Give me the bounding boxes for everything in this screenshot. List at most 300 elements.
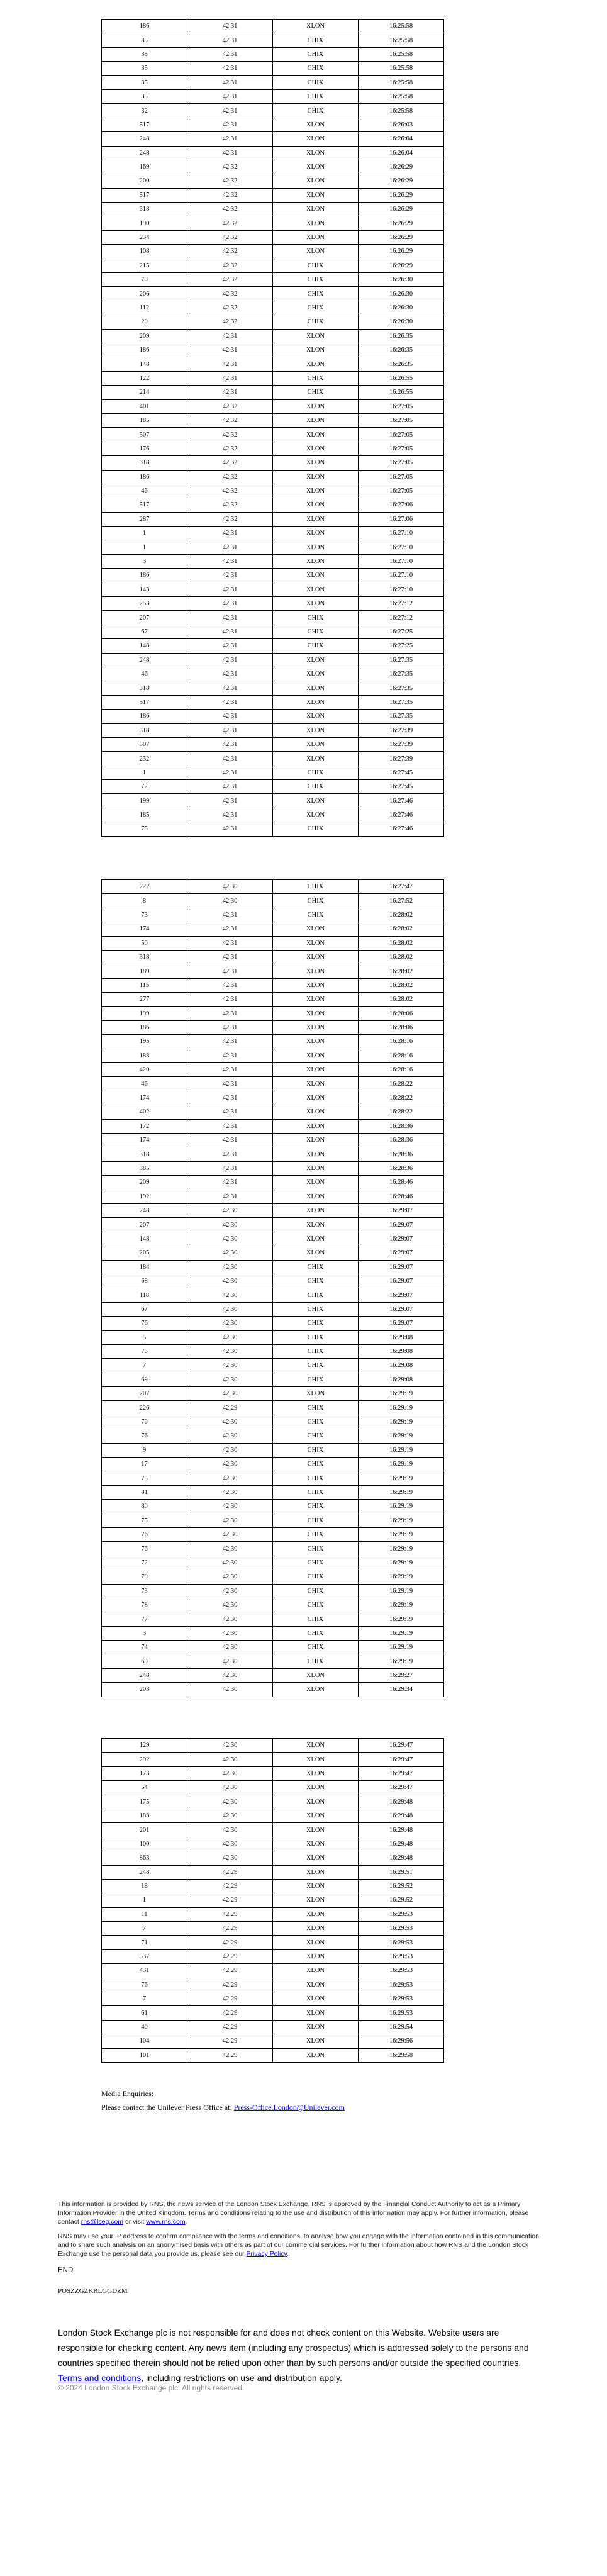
- price-cell: 42.31: [187, 950, 273, 964]
- lse-notice-text: , including restrictions on use and distribution apply.: [141, 2373, 342, 2383]
- time-cell: 16:29:53: [359, 1936, 444, 1949]
- rns-website-link[interactable]: www.rns.com: [146, 2218, 186, 2226]
- venue-cell: CHIX: [273, 1344, 359, 1358]
- price-cell: 42.31: [187, 386, 273, 399]
- price-cell: 42.30: [187, 1612, 273, 1626]
- table-row: [102, 922, 444, 936]
- price-cell: 42.32: [187, 456, 273, 470]
- venue-cell: XLON: [273, 1865, 359, 1879]
- table-row: [102, 880, 444, 894]
- venue-cell: CHIX: [273, 1288, 359, 1302]
- table-row: [102, 723, 444, 737]
- price-cell: 42.31: [187, 1134, 273, 1147]
- time-cell: 16:29:08: [359, 1359, 444, 1373]
- price-cell: 42.31: [187, 146, 273, 160]
- table-row: [102, 2034, 444, 2048]
- press-office-email-link[interactable]: Press-Office.London@Unilever.com: [233, 2103, 345, 2112]
- volume-cell: 148: [102, 639, 187, 653]
- price-cell: 42.31: [187, 89, 273, 103]
- table-row: [102, 1218, 444, 1232]
- venue-cell: CHIX: [273, 1260, 359, 1274]
- table-row: [102, 245, 444, 259]
- table-row: [102, 1907, 444, 1921]
- time-cell: 16:28:02: [359, 922, 444, 936]
- price-cell: 42.31: [187, 978, 273, 992]
- volume-cell: 148: [102, 1232, 187, 1246]
- volume-cell: 248: [102, 132, 187, 146]
- table-row: [102, 1134, 444, 1147]
- price-cell: 42.30: [187, 1429, 273, 1443]
- time-cell: 16:29:51: [359, 1865, 444, 1879]
- venue-cell: CHIX: [273, 1598, 359, 1612]
- volume-cell: 507: [102, 737, 187, 751]
- table-row: [102, 1668, 444, 1682]
- volume-cell: 70: [102, 1415, 187, 1429]
- price-cell: 42.31: [187, 993, 273, 1006]
- volume-cell: 8: [102, 894, 187, 908]
- time-cell: 16:26:04: [359, 132, 444, 146]
- time-cell: 16:28:02: [359, 964, 444, 978]
- table-row: [102, 33, 444, 47]
- volume-cell: 232: [102, 752, 187, 766]
- time-cell: 16:29:48: [359, 1809, 444, 1822]
- table-row: [102, 1781, 444, 1795]
- table-row: [102, 936, 444, 950]
- table-row: [102, 1527, 444, 1541]
- table-row: [102, 1641, 444, 1654]
- table-row: [102, 20, 444, 33]
- time-cell: 16:26:29: [359, 160, 444, 174]
- time-cell: 16:27:10: [359, 527, 444, 540]
- time-cell: 16:29:19: [359, 1527, 444, 1541]
- volume-cell: 78: [102, 1598, 187, 1612]
- venue-cell: CHIX: [273, 1612, 359, 1626]
- price-cell: 42.31: [187, 132, 273, 146]
- time-cell: 16:29:47: [359, 1753, 444, 1766]
- time-cell: 16:29:52: [359, 1879, 444, 1893]
- table-row: [102, 1049, 444, 1062]
- venue-cell: CHIX: [273, 259, 359, 272]
- venue-cell: XLON: [273, 1147, 359, 1161]
- price-cell: 42.30: [187, 1485, 273, 1499]
- volume-cell: 209: [102, 329, 187, 343]
- time-cell: 16:27:39: [359, 723, 444, 737]
- price-cell: 42.29: [187, 1936, 273, 1949]
- volume-cell: 248: [102, 1668, 187, 1682]
- volume-cell: 67: [102, 1302, 187, 1316]
- volume-cell: 77: [102, 1612, 187, 1626]
- price-cell: 42.31: [187, 737, 273, 751]
- venue-cell: XLON: [273, 1387, 359, 1401]
- privacy-paragraph: [58, 2232, 542, 2258]
- venue-cell: XLON: [273, 2048, 359, 2062]
- time-cell: 16:29:19: [359, 1556, 444, 1570]
- price-cell: 42.31: [187, 794, 273, 808]
- volume-cell: 69: [102, 1654, 187, 1668]
- venue-cell: CHIX: [273, 301, 359, 315]
- venue-cell: XLON: [273, 1739, 359, 1753]
- price-cell: 42.30: [187, 1626, 273, 1640]
- lse-responsibility-notice: [58, 2325, 542, 2385]
- venue-cell: XLON: [273, 950, 359, 964]
- time-cell: 16:27:25: [359, 625, 444, 638]
- table-row: [102, 1161, 444, 1175]
- volume-cell: 248: [102, 1865, 187, 1879]
- time-cell: 16:27:06: [359, 498, 444, 512]
- volume-cell: 46: [102, 484, 187, 498]
- table-row: [102, 1936, 444, 1949]
- venue-cell: XLON: [273, 1936, 359, 1949]
- price-cell: 42.31: [187, 118, 273, 131]
- venue-cell: CHIX: [273, 1500, 359, 1514]
- time-cell: 16:26:35: [359, 329, 444, 343]
- table-row: [102, 554, 444, 568]
- venue-cell: XLON: [273, 2020, 359, 2034]
- table-row: [102, 1260, 444, 1274]
- price-cell: 42.29: [187, 1865, 273, 1879]
- time-cell: 16:28:02: [359, 950, 444, 964]
- time-cell: 16:29:53: [359, 1978, 444, 1992]
- price-cell: 42.29: [187, 1907, 273, 1921]
- price-cell: 42.31: [187, 33, 273, 47]
- price-cell: 42.31: [187, 710, 273, 723]
- terms-and-conditions-link[interactable]: Terms and conditions: [58, 2373, 142, 2383]
- venue-cell: XLON: [273, 1049, 359, 1062]
- volume-cell: 3: [102, 554, 187, 568]
- price-cell: 42.31: [187, 1105, 273, 1119]
- venue-cell: XLON: [273, 978, 359, 992]
- price-cell: 42.29: [187, 1893, 273, 1907]
- venue-cell: CHIX: [273, 386, 359, 399]
- table-row: [102, 62, 444, 75]
- table-row: [102, 1795, 444, 1809]
- table-row: [102, 894, 444, 908]
- price-cell: 42.31: [187, 1190, 273, 1203]
- time-cell: 16:29:19: [359, 1626, 444, 1640]
- venue-cell: CHIX: [273, 880, 359, 894]
- venue-cell: XLON: [273, 1781, 359, 1795]
- volume-cell: 199: [102, 794, 187, 808]
- volume-cell: 67: [102, 625, 187, 638]
- table-row: [102, 752, 444, 766]
- table-row: [102, 950, 444, 964]
- table-row: [102, 611, 444, 625]
- volume-cell: 1: [102, 766, 187, 779]
- time-cell: 16:27:10: [359, 540, 444, 554]
- volume-cell: 72: [102, 1556, 187, 1570]
- table-row: [102, 512, 444, 526]
- price-cell: 42.29: [187, 2034, 273, 2048]
- time-cell: 16:29:19: [359, 1584, 444, 1598]
- venue-cell: CHIX: [273, 47, 359, 61]
- volume-cell: 207: [102, 611, 187, 625]
- volume-cell: 108: [102, 245, 187, 259]
- table-row: [102, 1851, 444, 1865]
- table-row: [102, 1978, 444, 1992]
- time-cell: 16:28:02: [359, 908, 444, 922]
- table-row: [102, 1766, 444, 1780]
- time-cell: 16:26:30: [359, 301, 444, 315]
- venue-cell: CHIX: [273, 908, 359, 922]
- volume-cell: 385: [102, 1161, 187, 1175]
- price-cell: 42.30: [187, 1668, 273, 1682]
- reference-code: POSZZGZKRLGGDZM: [58, 2287, 128, 2295]
- price-cell: 42.31: [187, 357, 273, 371]
- venue-cell: XLON: [273, 1176, 359, 1190]
- table-row: [102, 2020, 444, 2034]
- time-cell: 16:27:06: [359, 512, 444, 526]
- volume-cell: 186: [102, 470, 187, 484]
- time-cell: 16:27:35: [359, 653, 444, 667]
- price-cell: 42.31: [187, 569, 273, 583]
- table-row: [102, 794, 444, 808]
- venue-cell: CHIX: [273, 822, 359, 836]
- time-cell: 16:26:30: [359, 287, 444, 301]
- price-cell: 42.31: [187, 1077, 273, 1091]
- venue-cell: XLON: [273, 470, 359, 484]
- venue-cell: XLON: [273, 554, 359, 568]
- venue-cell: CHIX: [273, 273, 359, 287]
- time-cell: 16:26:03: [359, 118, 444, 131]
- volume-cell: 183: [102, 1809, 187, 1822]
- price-cell: 42.30: [187, 1387, 273, 1401]
- price-cell: 42.30: [187, 1471, 273, 1485]
- volume-cell: 80: [102, 1500, 187, 1514]
- time-cell: 16:29:07: [359, 1260, 444, 1274]
- table-row: [102, 1570, 444, 1584]
- volume-cell: 192: [102, 1190, 187, 1203]
- venue-cell: XLON: [273, 1119, 359, 1133]
- table-row: [102, 1556, 444, 1570]
- table-row: [102, 540, 444, 554]
- time-cell: 16:29:19: [359, 1415, 444, 1429]
- volume-cell: 201: [102, 1823, 187, 1837]
- price-cell: 42.31: [187, 527, 273, 540]
- price-cell: 42.32: [187, 399, 273, 413]
- volume-cell: 318: [102, 1147, 187, 1161]
- privacy-text: RNS may use your IP address to confirm compliance with the terms and conditions, to analyse how you engage with the information contained in this communication, and to share such analysis on an anonymised basis with others as part of our commercial services. For further information about how RNS and the London Stock Exchange use the personal data you provide us, please see our: [58, 2233, 541, 2258]
- table-row: [102, 1949, 444, 1963]
- table-row: [102, 1190, 444, 1203]
- volume-cell: 173: [102, 1766, 187, 1780]
- volume-cell: 68: [102, 1274, 187, 1288]
- volume-cell: 199: [102, 1006, 187, 1020]
- time-cell: 16:29:19: [359, 1471, 444, 1485]
- price-cell: 42.31: [187, 780, 273, 794]
- time-cell: 16:28:02: [359, 993, 444, 1006]
- price-cell: 42.29: [187, 1964, 273, 1978]
- time-cell: 16:29:07: [359, 1203, 444, 1217]
- price-cell: 42.31: [187, 653, 273, 667]
- time-cell: 16:29:47: [359, 1781, 444, 1795]
- price-cell: 42.30: [187, 1232, 273, 1246]
- venue-cell: CHIX: [273, 1429, 359, 1443]
- copyright-notice: © 2024 London Stock Exchange plc. All rights reserved.: [58, 2384, 245, 2392]
- time-cell: 16:26:55: [359, 386, 444, 399]
- table-row: [102, 1373, 444, 1386]
- price-cell: 42.31: [187, 1035, 273, 1049]
- price-cell: 42.31: [187, 611, 273, 625]
- price-cell: 42.30: [187, 1781, 273, 1795]
- table-row: [102, 625, 444, 638]
- table-row: [102, 808, 444, 822]
- table-row: [102, 964, 444, 978]
- privacy-policy-link[interactable]: Privacy Policy: [246, 2250, 287, 2258]
- time-cell: 16:26:55: [359, 371, 444, 385]
- volume-cell: 174: [102, 1091, 187, 1105]
- volume-cell: 203: [102, 1683, 187, 1697]
- venue-cell: XLON: [273, 174, 359, 188]
- time-cell: 16:25:58: [359, 62, 444, 75]
- volume-cell: 69: [102, 1373, 187, 1386]
- volume-cell: 205: [102, 1246, 187, 1260]
- volume-cell: 35: [102, 47, 187, 61]
- table-row: [102, 639, 444, 653]
- volume-cell: 401: [102, 399, 187, 413]
- venue-cell: XLON: [273, 1105, 359, 1119]
- price-cell: 42.31: [187, 625, 273, 638]
- volume-cell: 75: [102, 1344, 187, 1358]
- rns-disclaimer-text: .: [185, 2218, 187, 2226]
- time-cell: 16:27:05: [359, 399, 444, 413]
- price-cell: 42.31: [187, 343, 273, 357]
- volume-cell: 183: [102, 1049, 187, 1062]
- venue-cell: XLON: [273, 1190, 359, 1203]
- price-cell: 42.31: [187, 583, 273, 596]
- volume-cell: 174: [102, 1134, 187, 1147]
- transactions-table-2: [101, 879, 444, 1697]
- price-cell: 42.30: [187, 1359, 273, 1373]
- price-cell: 42.31: [187, 540, 273, 554]
- time-cell: 16:29:08: [359, 1330, 444, 1344]
- volume-cell: 318: [102, 723, 187, 737]
- venue-cell: XLON: [273, 1809, 359, 1822]
- volume-cell: 46: [102, 1077, 187, 1091]
- table-row: [102, 188, 444, 202]
- venue-cell: XLON: [273, 1992, 359, 2006]
- time-cell: 16:25:58: [359, 104, 444, 118]
- venue-cell: XLON: [273, 710, 359, 723]
- venue-cell: CHIX: [273, 766, 359, 779]
- volume-cell: 420: [102, 1063, 187, 1077]
- volume-cell: 174: [102, 922, 187, 936]
- venue-cell: XLON: [273, 428, 359, 442]
- venue-cell: XLON: [273, 160, 359, 174]
- volume-cell: 35: [102, 33, 187, 47]
- volume-cell: 189: [102, 964, 187, 978]
- price-cell: 42.30: [187, 1302, 273, 1316]
- price-cell: 42.31: [187, 681, 273, 695]
- time-cell: 16:26:30: [359, 273, 444, 287]
- table-row: [102, 498, 444, 512]
- price-cell: 42.31: [187, 597, 273, 611]
- time-cell: 16:27:12: [359, 597, 444, 611]
- volume-cell: 507: [102, 428, 187, 442]
- time-cell: 16:29:48: [359, 1795, 444, 1809]
- price-cell: 42.31: [187, 20, 273, 33]
- volume-cell: 209: [102, 1176, 187, 1190]
- volume-cell: 35: [102, 75, 187, 89]
- volume-cell: 207: [102, 1387, 187, 1401]
- venue-cell: XLON: [273, 1077, 359, 1091]
- venue-cell: XLON: [273, 737, 359, 751]
- volume-cell: 277: [102, 993, 187, 1006]
- venue-cell: XLON: [273, 1668, 359, 1682]
- venue-cell: XLON: [273, 583, 359, 596]
- volume-cell: 185: [102, 808, 187, 822]
- price-cell: 42.29: [187, 1922, 273, 1936]
- table-row: [102, 1458, 444, 1471]
- volume-cell: 143: [102, 583, 187, 596]
- venue-cell: CHIX: [273, 1471, 359, 1485]
- table-row: [102, 1232, 444, 1246]
- table-row: [102, 1626, 444, 1640]
- table-row: [102, 695, 444, 709]
- time-cell: 16:27:35: [359, 667, 444, 681]
- price-cell: 42.30: [187, 1837, 273, 1851]
- price-cell: 42.30: [187, 1584, 273, 1598]
- price-cell: 42.30: [187, 1203, 273, 1217]
- time-cell: 16:27:10: [359, 569, 444, 583]
- venue-cell: XLON: [273, 1063, 359, 1077]
- table-row: [102, 737, 444, 751]
- price-cell: 42.29: [187, 1401, 273, 1415]
- table-row: [102, 118, 444, 131]
- venue-cell: XLON: [273, 20, 359, 33]
- price-cell: 42.31: [187, 1020, 273, 1034]
- venue-cell: XLON: [273, 442, 359, 455]
- table-row: [102, 1401, 444, 1415]
- time-cell: 16:27:35: [359, 710, 444, 723]
- volume-cell: 32: [102, 104, 187, 118]
- volume-cell: 50: [102, 936, 187, 950]
- venue-cell: XLON: [273, 1134, 359, 1147]
- volume-cell: 226: [102, 1401, 187, 1415]
- table-row: [102, 1964, 444, 1978]
- price-cell: 42.30: [187, 1598, 273, 1612]
- table-row: [102, 2006, 444, 2020]
- volume-cell: 79: [102, 1570, 187, 1584]
- venue-cell: CHIX: [273, 1373, 359, 1386]
- table-row: [102, 174, 444, 188]
- price-cell: 42.30: [187, 1344, 273, 1358]
- rns-email-link[interactable]: rns@lseg.com: [81, 2218, 124, 2226]
- volume-cell: 222: [102, 880, 187, 894]
- volume-cell: 200: [102, 174, 187, 188]
- table-row: [102, 203, 444, 216]
- time-cell: 16:29:54: [359, 2020, 444, 2034]
- end-label: END: [58, 2267, 74, 2274]
- volume-cell: 75: [102, 1514, 187, 1527]
- volume-cell: 40: [102, 2020, 187, 2034]
- volume-cell: 185: [102, 413, 187, 427]
- venue-cell: XLON: [273, 399, 359, 413]
- venue-cell: XLON: [273, 1246, 359, 1260]
- venue-cell: CHIX: [273, 1542, 359, 1556]
- price-cell: 42.30: [187, 1514, 273, 1527]
- time-cell: 16:29:48: [359, 1837, 444, 1851]
- volume-cell: 318: [102, 681, 187, 695]
- table-row: [102, 1612, 444, 1626]
- venue-cell: XLON: [273, 512, 359, 526]
- media-contact-text: Please contact the Unilever Press Office at:: [101, 2103, 234, 2112]
- table-row: [102, 1500, 444, 1514]
- price-cell: 42.32: [187, 470, 273, 484]
- table-row: [102, 1344, 444, 1358]
- price-cell: 42.31: [187, 104, 273, 118]
- table-row: [102, 216, 444, 230]
- volume-cell: 76: [102, 1542, 187, 1556]
